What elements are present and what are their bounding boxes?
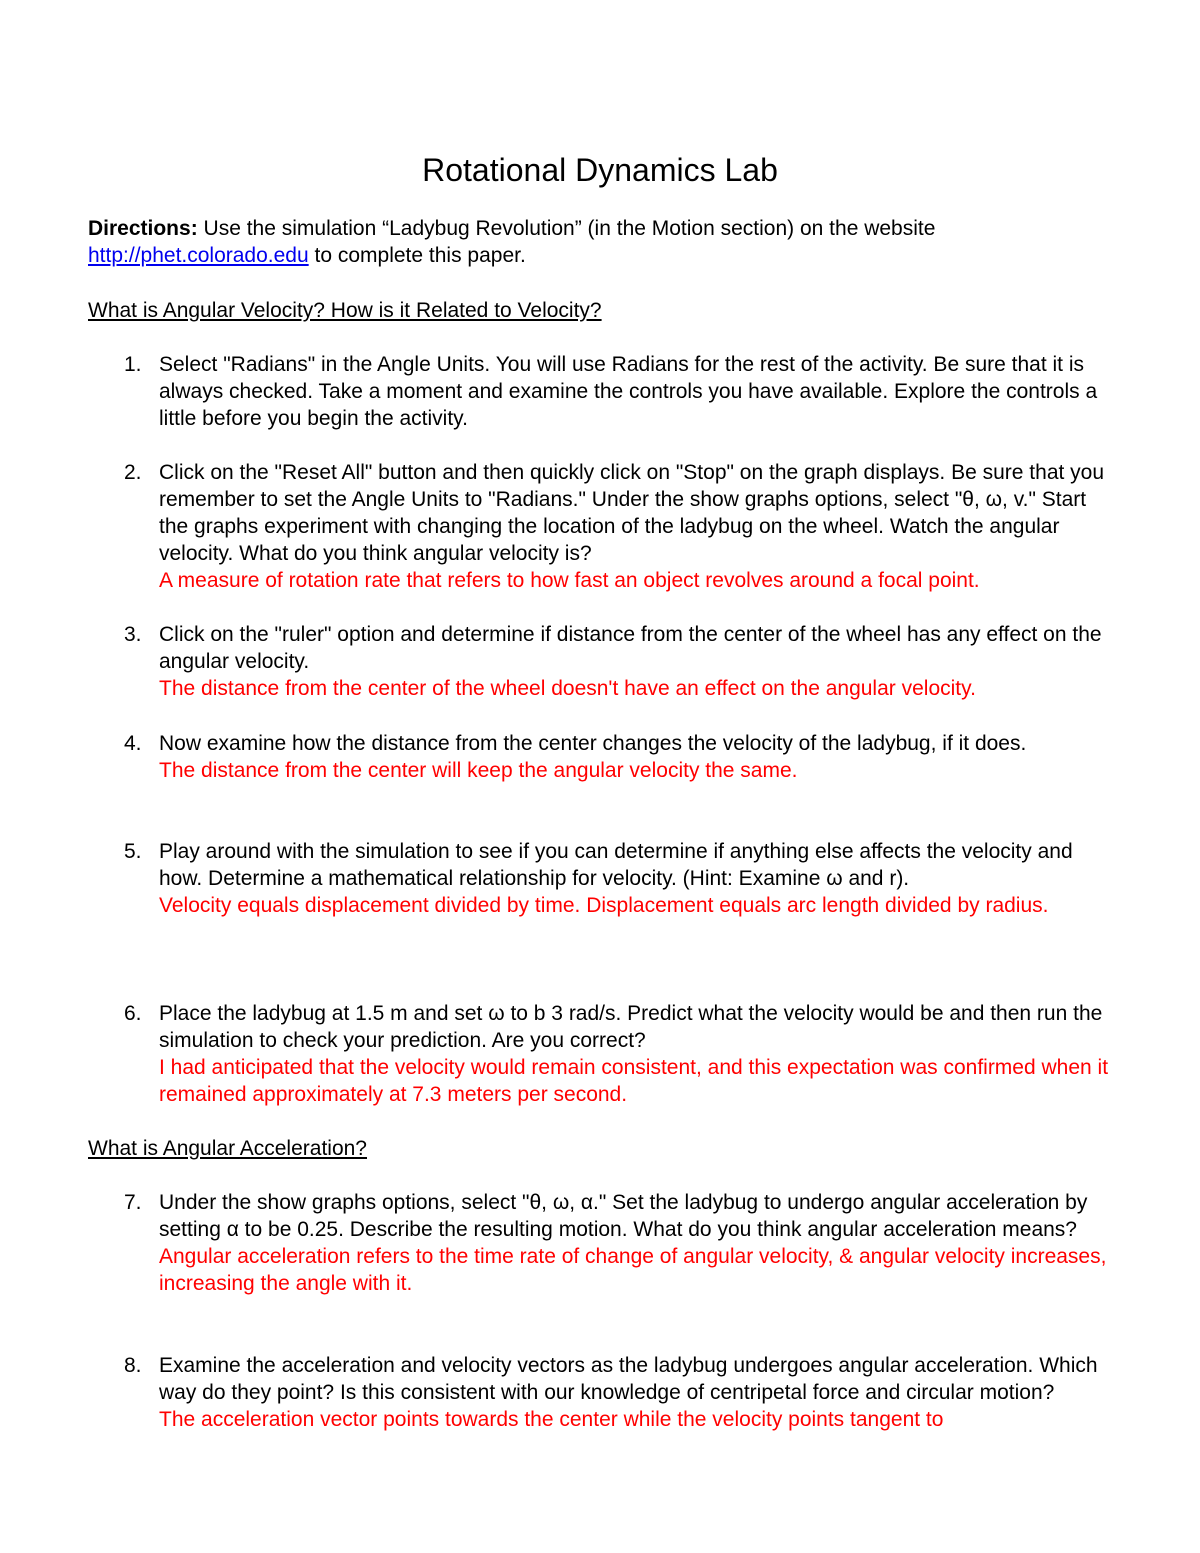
item-question: Examine the acceleration and velocity vectors as the ladybug undergoes angular acceleration. Which way do they point? Is this consistent with our knowledge of centripetal force and circular motion? xyxy=(159,1354,1098,1404)
item-number: 2. xyxy=(124,461,142,484)
item-answer: The distance from the center of the wheel doesn't have an effect on the angular velocity. xyxy=(159,677,976,700)
item-question: Play around with the simulation to see if you can determine if anything else affects the velocity and how. Determine a mathematical relationship for velocity. (Hint: Examine ω and r). xyxy=(159,840,1073,890)
item-answer: A measure of rotation rate that refers to how fast an object revolves around a focal point. xyxy=(159,569,980,592)
item-question: Click on the "ruler" option and determine if distance from the center of the wheel has any effect on the angular velocity. xyxy=(159,623,1102,673)
phet-link[interactable]: http://phet.colorado.edu xyxy=(88,244,309,267)
item-number: 8. xyxy=(124,1354,142,1377)
item-answer: I had anticipated that the velocity would remain consistent, and this expectation was confirmed when it remained approximately at 7.3 meters per second. xyxy=(159,1056,1109,1106)
directions-text: Use the simulation “Ladybug Revolution” (in the Motion section) on the website xyxy=(197,217,936,240)
item-answer: Angular acceleration refers to the time rate of change of angular velocity, & angular velocity increases, increasing the angle with it. xyxy=(159,1245,1107,1295)
directions-text-end: to complete this paper. xyxy=(308,244,526,267)
directions-paragraph xyxy=(88,215,1098,269)
item-question: Select "Radians" in the Angle Units. You will use Radians for the rest of the activity. Be sure that it is always checked. Take a moment and examine the controls you have available. Explore the controls a little before you begin the activity. xyxy=(159,353,1098,430)
item-number: 1. xyxy=(124,353,142,376)
item-answer: Velocity equals displacement divided by time. Displacement equals arc length divided by radius. xyxy=(159,894,1049,917)
item-question: Place the ladybug at 1.5 m and set ω to b 3 rad/s. Predict what the velocity would be and then run the simulation to check your prediction. Are you correct? xyxy=(159,1002,1103,1052)
item-question: Now examine how the distance from the center changes the velocity of the ladybug, if it does. xyxy=(159,732,1027,755)
directions-label: Directions: xyxy=(88,217,198,240)
item-number: 7. xyxy=(124,1191,142,1214)
item-number: 5. xyxy=(124,840,142,863)
section-heading-angular-velocity: What is Angular Velocity? How is it Related to Velocity? xyxy=(88,299,602,322)
item-number: 6. xyxy=(124,1002,142,1025)
section-heading-angular-acceleration: What is Angular Acceleration? xyxy=(88,1137,367,1160)
item-question: Under the show graphs options, select "θ, ω, α." Set the ladybug to undergo angular acceleration by setting α to be 0.25. Describe the resulting motion. What do you think angular acceleration means? xyxy=(159,1191,1088,1241)
item-answer: The acceleration vector points towards the center while the velocity points tangent to xyxy=(159,1408,944,1431)
item-number: 4. xyxy=(124,732,142,755)
page-title: Rotational Dynamics Lab xyxy=(422,152,778,188)
item-number: 3. xyxy=(124,623,142,646)
item-answer: The distance from the center will keep the angular velocity the same. xyxy=(159,759,798,782)
item-question: Click on the "Reset All" button and then quickly click on "Stop" on the graph displays. Be sure that you remember to set the Angle Units to "Radians." Under the show graphs options, select "θ, ω, v." Start the graphs experiment with changing the location of the ladybug on the wheel. Watch the angular velocity. What do you think angular velocity is? xyxy=(159,461,1105,565)
